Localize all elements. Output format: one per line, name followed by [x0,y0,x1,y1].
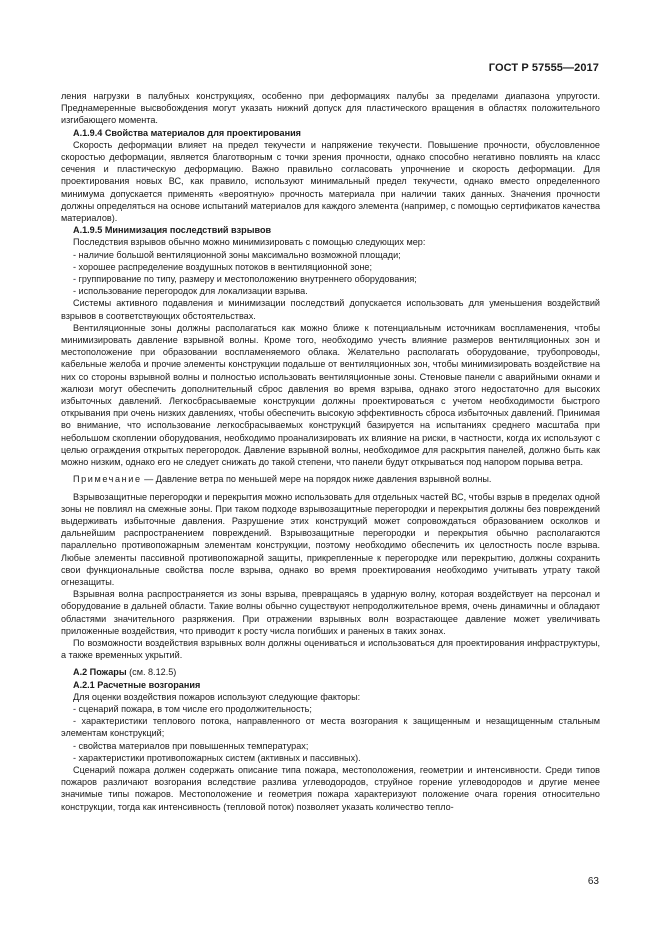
note [61,473,600,485]
page-header: ГОСТ Р 57555—2017 [488,62,599,74]
paragraph: Системы активного подавления и минимизации последствий допускается использовать для уменьшения воздействий взрывов в соответствующих обстоятельствах. [61,298,600,321]
note-label: Примечание [73,474,142,485]
paragraph: Вентиляционные зоны должны располагаться как можно ближе к потенциальным источникам воспламенения, чтобы минимизировать давление взрывной волны. Кроме того, необходимо учесть влияние размеров вентиляционных зон и местоположение при образовании воспламеняемого облака. Желательно располагать оборудование, трубопроводы, кабельные желоба и прочие элементы конструкции подальше от вентиляционных зон, чтобы минимизировать воздействие на них со стороны взрывной волны и полностью использовать вентиляционные зоны. Стеновые панели с аварийными окнами и жалюзи могут обеспечить дополнительный сброс давления во время взрыва, однако этого недостаточно для высоких избыточных давлений. Легкосбрасываемые конструкции должны проектироваться с учетом необходимости быстрого открывания при очень низких давлениях, чтобы обеспечить высокую эффективность сброса избыточных давлений. Принимая во внимание, что использование легкосбрасываемых конструкций базируется на испытаниях среднего масштаба при небольшом скоплении оборудования, необходимо проанализировать их влияние на риски, в частности, когда их используют с целью ограждения открытых перегородок. Давление взрывной волны, необходимое для раскрытия панелей, должно быть как можно низким, однако его не следует снижать до такой степени, что панели будут открываться под напором порыва ветра. [61,322,600,468]
paragraph: Для оценки воздействия пожаров используют следующие факторы: [73,691,361,702]
list-item: - сценарий пожара, в том числе его продолжительность; [73,703,312,714]
paragraph: По возможности воздействия взрывных волн должны оцениваться и использоваться для проектирования инфраструктуры, а также временных укрытий. [61,637,600,661]
paragraph: Взрывная волна распространяется из зоны взрыва, превращаясь в ударную волну, которая воздействует на персонал и оборудование в дальней области. Такие волны обычно существуют непродолжительное время, очень динамичны и обладают областями значительного разряжения. При отражении взрывных волн возрастающее давление может увеличивать приложенные воздействия, что приводит к росту числа погибших и раненых в таких зонах. [61,589,600,636]
list-item: - свойства материалов при повышенных температурах; [73,740,309,751]
subsection-heading: А.2.1 Расчетные возгорания [73,679,201,690]
list-item: - группирование по типу, размеру и местоположению внутреннего оборудования; [73,274,417,285]
paragraph: Сценарий пожара должен содержать описание типа пожара, местоположения, геометрии и интенсивности. Среди типов пожаров различают возгорания вследствие разлива углеводородов, струйное горение углеводородов и другие менее значимые типы пожаров. Местоположение и геометрия пожара характеризуют положение очага горения относительно конструкции, тогда как интенсивность (тепловой поток) позволяет указать количество тепло- [61,764,600,812]
section-heading [61,666,600,678]
paragraph: Последствия взрывов обычно можно минимизировать с помощью следующих мер: [73,237,426,248]
list-item: - использование перегородок для локализации взрыва. [73,286,308,297]
note-text: — Давление ветра по меньшей мере на порядок ниже давления взрывной волны. [141,474,492,485]
list-item: - хорошее распределение воздушных потоков в вентиляционной зоне; [73,261,372,272]
paragraph: Скорость деформации влияет на предел текучести и напряжение текучести. Повышение прочности, обусловленное скоростью деформации, является благотворным с точки зрения прочности, однако способно негативно повлиять на класс сечения и пластическую деформацию. Важно правильно согласовать упрочнение и скорость деформации. Для проектирования новых ВС, как правило, используют минимальный предел текучести, однако вместо определенного минимума допускается применять «вероятную» прочность материала при наличии таких данных. Значения прочности должны определяться на основе испытаний материалов для каждого элемента (например, с помощью сертификатов качества материалов). [61,139,600,224]
paragraph: ления нагрузки в палубных конструкциях, особенно при деформациях палубы за пределами диапазона упругости. Преднамеренные высвобождения могут указать нижний допуск для пластического вращения в областях положительного изгибающего момента. [61,91,600,126]
section-heading-ref: (см. 8.12.5) [126,667,177,678]
section-heading: А.1.9.5 Минимизация последствий взрывов [73,225,272,236]
list-item: - характеристики противопожарных систем (активных и пассивных). [73,752,361,763]
section-heading-bold: А.2 Пожары [73,667,127,678]
document-body [61,90,600,813]
list-item: - характеристики теплового потока, направленного от места возгорания к защищенным и незащищенным стальным элементам конструкций; [61,716,600,739]
section-heading: А.1.9.4 Свойства материалов для проектирования [73,127,301,138]
paragraph: Взрывозащитные перегородки и перекрытия можно использовать для отдельных частей ВС, чтобы взрыв в пределах одной зоны не повлиял на смежные зоны. При таком подходе взрывозащитные перегородки и перекрытия должны без повреждений выдерживать избыточные давления. Разрушение этих конструкций может сопровождаться образованием осколков и дальнейшим распространением повреждений. Взрывозащитные перегородки и перекрытия обычно располагаются параллельно противопожарным элементам конструкции, поэтому необходимо обеспечить их целостность после взрыва. Любые элементы пассивной противопожарной защиты, прикрепленные к перегородке или перекрытию, должны сохранить свои функциональные свойства после взрыва, однако во время проектирования необходимо учитывать утрату такой огнезащиты. [61,491,600,587]
list-item: - наличие большой вентиляционной зоны максимально возможной площади; [73,249,401,260]
page-number: 63 [587,876,599,887]
